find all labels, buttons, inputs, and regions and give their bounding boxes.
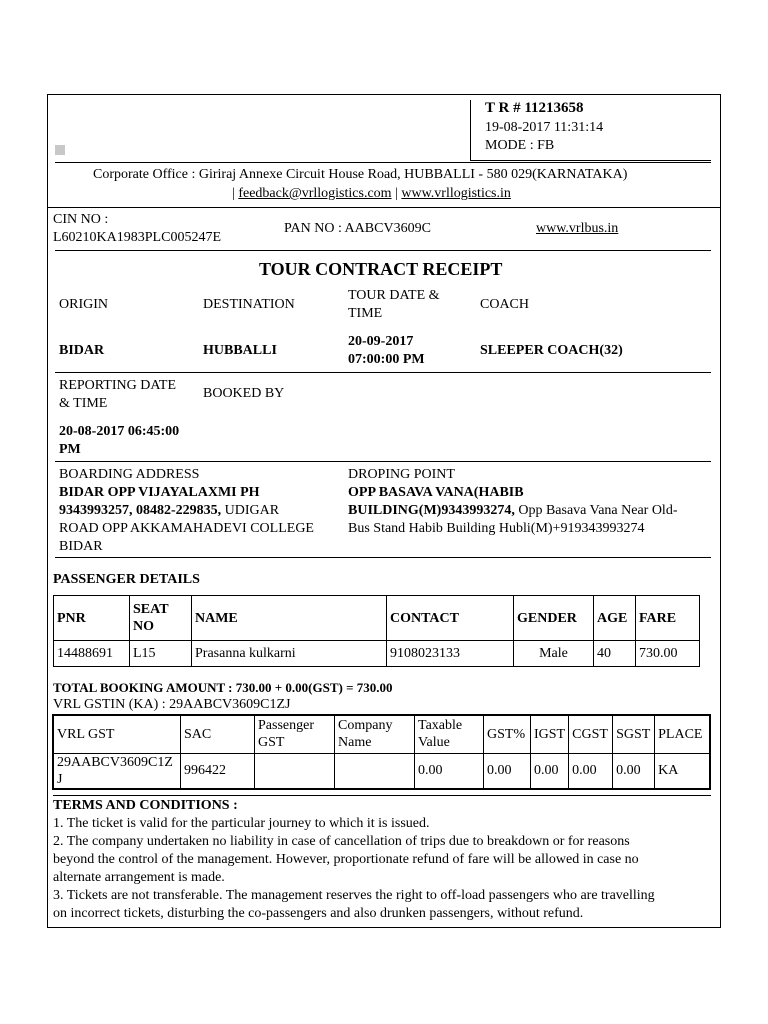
gst-cell-taxable-value: 0.00 xyxy=(415,753,484,789)
dropping-line-2-rest: Opp Basava Vana Near Old- xyxy=(514,503,678,518)
logo-placeholder-icon xyxy=(55,145,65,155)
coach-value: SLEEPER COACH(32) xyxy=(480,343,623,358)
gst-table xyxy=(52,714,711,790)
gst-header-gst-percent: GST% xyxy=(484,715,531,753)
cell-name: Prasanna kulkarni xyxy=(192,641,387,667)
office-address: Corporate Office : Giriraj Annexe Circuit House Road, HUBBALLI - 580 029(KARNATAKA) xyxy=(93,167,628,182)
gst-cell-company-name xyxy=(335,753,415,789)
trip-rule xyxy=(55,372,711,373)
dropping-line-3: Bus Stand Habib Building Hubli(M)+919343993274 xyxy=(348,521,645,536)
gst-header-company-name: Company Name xyxy=(335,715,415,753)
tour-time-value: 07:00:00 PM xyxy=(348,352,425,367)
gst-header-vrl-gst: VRL GST xyxy=(53,715,181,753)
header-rule xyxy=(55,162,711,163)
reporting-label-1: REPORTING DATE xyxy=(59,378,176,393)
dropping-line-2 xyxy=(348,502,677,520)
separator: | xyxy=(395,186,398,201)
cell-pnr: 14488691 xyxy=(54,641,130,667)
table-row xyxy=(53,753,710,789)
office-contacts xyxy=(232,185,511,203)
gst-cell-passenger-gst xyxy=(255,753,335,789)
gst-cell-place: KA xyxy=(655,753,710,789)
office-rule xyxy=(47,207,721,208)
header-seat-no: SEAT NO xyxy=(130,596,192,641)
gst-header-sac: SAC xyxy=(181,715,255,753)
reporting-value-2: PM xyxy=(59,442,81,457)
table-row xyxy=(54,641,700,667)
gst-cell-sac: 996422 xyxy=(181,753,255,789)
boarding-line-1: BIDAR OPP VIJAYALAXMI PH xyxy=(59,485,260,500)
terms-heading: TERMS AND CONDITIONS : xyxy=(53,798,238,813)
gst-cell-sgst: 0.00 xyxy=(613,753,655,789)
cell-seat: L15 xyxy=(130,641,192,667)
cin-value: L60210KA1983PLC005247E xyxy=(53,230,221,245)
header-pnr: PNR xyxy=(54,596,130,641)
header-gender: GENDER xyxy=(514,596,594,641)
reporting-value-1: 20-08-2017 06:45:00 xyxy=(59,424,180,439)
boarding-line-4: BIDAR xyxy=(59,539,103,554)
vrlbus-link[interactable]: www.vrlbus.in xyxy=(536,221,619,236)
header-fare: FARE xyxy=(636,596,700,641)
gst-cell-gst-percent: 0.00 xyxy=(484,753,531,789)
coach-label: COACH xyxy=(480,297,530,312)
reporting-rule xyxy=(55,461,711,462)
dropping-phone: BUILDING(M)9343993274, xyxy=(348,503,515,518)
passenger-header-row xyxy=(54,596,700,641)
separator: | xyxy=(232,186,235,201)
cin-label: CIN NO : xyxy=(53,212,109,227)
gst-header-igst: IGST xyxy=(531,715,569,753)
gst-cell-igst: 0.00 xyxy=(531,753,569,789)
header-contact: CONTACT xyxy=(387,596,514,641)
boarding-phones: 9343993257, 08482-229835, xyxy=(59,503,222,518)
passenger-table xyxy=(53,595,700,667)
terms-rule xyxy=(53,795,711,796)
dropping-label: DROPING POINT xyxy=(348,467,455,482)
gst-cell-vrl-gst: 29AABCV3609C1ZJ xyxy=(53,753,181,789)
gst-header-place: PLACE xyxy=(655,715,710,753)
passenger-section-title: PASSENGER DETAILS xyxy=(53,572,200,587)
mode: MODE : FB xyxy=(485,138,555,153)
term-3-line-1: 3. Tickets are not transferable. The management reserves the right to off-load passengers who are travelling xyxy=(53,888,655,903)
page-title: TOUR CONTRACT RECEIPT xyxy=(259,259,503,279)
gst-header-row xyxy=(53,715,710,753)
cell-contact: 9108023133 xyxy=(387,641,514,667)
tour-date-label-2: TIME xyxy=(348,306,383,321)
term-2-line-1: 2. The company undertaken no liability in case of cancellation of trips due to breakdown or for reasons xyxy=(53,834,630,849)
boarding-line-3: ROAD OPP AKKAMAHADEVI COLLEGE xyxy=(59,521,314,536)
term-3-line-2: on incorrect tickets, disturbing the co-passengers and also drunken passengers, without refund. xyxy=(53,906,584,921)
origin-value: BIDAR xyxy=(59,343,105,358)
email-link[interactable]: feedback@vrllogistics.com xyxy=(238,186,392,201)
pan-number: PAN NO : AABCV3609C xyxy=(284,221,431,236)
destination-label: DESTINATION xyxy=(203,297,295,312)
destination-value: HUBBALLI xyxy=(203,343,277,358)
tr-number: T R # 11213658 xyxy=(485,100,584,116)
boarding-line-2 xyxy=(59,502,279,520)
term-1: 1. The ticket is valid for the particular journey to which it is issued. xyxy=(53,816,430,831)
reporting-label-2: & TIME xyxy=(59,396,108,411)
dropping-line-1: OPP BASAVA VANA(HABIB xyxy=(348,485,524,500)
gst-header-passenger-gst: Passenger GST xyxy=(255,715,335,753)
gst-header-cgst: CGST xyxy=(569,715,613,753)
issue-datetime: 19-08-2017 11:31:14 xyxy=(485,120,604,135)
total-booking-amount: TOTAL BOOKING AMOUNT : 730.00 + 0.00(GST) = 730.00 xyxy=(53,680,393,695)
vrl-gstin: VRL GSTIN (KA) : 29AABCV3609C1ZJ xyxy=(53,697,291,712)
term-2-line-3: alternate arrangement is made. xyxy=(53,870,225,885)
address-rule xyxy=(55,557,711,558)
tour-date-label-1: TOUR DATE & xyxy=(348,288,440,303)
ids-rule xyxy=(55,250,711,251)
booked-by-label: BOOKED BY xyxy=(203,386,285,401)
header-rule-short xyxy=(470,160,711,161)
cell-age: 40 xyxy=(594,641,636,667)
header-name: NAME xyxy=(192,596,387,641)
cell-gender: Male xyxy=(514,641,594,667)
tour-date-value: 20-09-2017 xyxy=(348,334,414,349)
boarding-line-2-rest: UDIGAR xyxy=(221,503,280,518)
origin-label: ORIGIN xyxy=(59,297,108,312)
term-2-line-2: beyond the control of the management. However, proportionate refund of fare will be allowed in case no xyxy=(53,852,639,867)
gst-cell-cgst: 0.00 xyxy=(569,753,613,789)
cell-fare: 730.00 xyxy=(636,641,700,667)
gst-header-sgst: SGST xyxy=(613,715,655,753)
header-divider xyxy=(470,100,471,160)
gst-header-taxable-value: Taxable Value xyxy=(415,715,484,753)
website-link[interactable]: www.vrllogistics.in xyxy=(401,186,511,201)
boarding-label: BOARDING ADDRESS xyxy=(59,467,200,482)
header-age: AGE xyxy=(594,596,636,641)
